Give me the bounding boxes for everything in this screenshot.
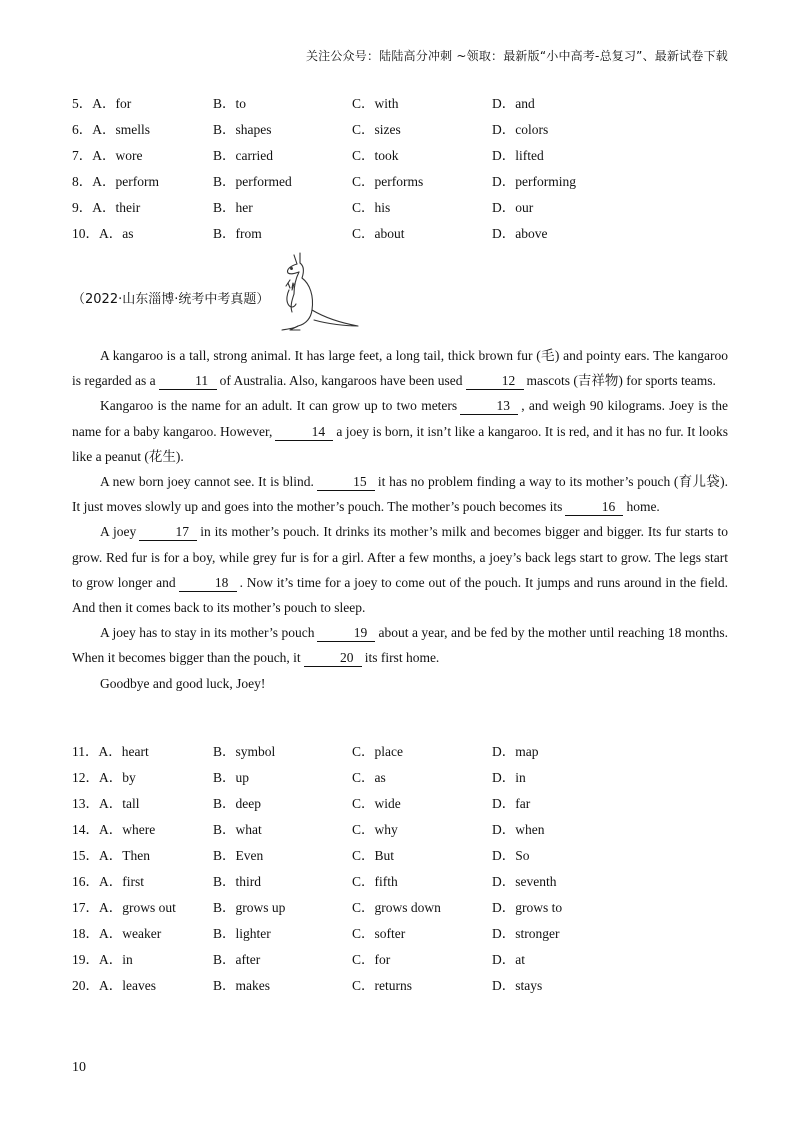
option-c: C．as (352, 770, 386, 785)
option-a: 19．A．in (72, 952, 133, 967)
blank-18: 18 (179, 575, 237, 592)
option-a: 12．A．by (72, 770, 136, 785)
page-number: 10 (72, 1060, 86, 1075)
blank-11: 11 (159, 373, 217, 390)
passage-text: it has no problem finding a way to its mother’s pouch (育儿袋). It just moves slowly up and goes into the mother’s pouch. The mother’s pouch becomes its (72, 474, 728, 515)
question-row (72, 169, 732, 195)
reading-passage (72, 343, 728, 696)
blank-14: 14 (275, 424, 333, 441)
question-row (72, 221, 732, 247)
option-d: D．above (492, 226, 548, 241)
option-a: 16．A．first (72, 874, 144, 889)
option-c: C．returns (352, 978, 412, 993)
passage-paragraph (72, 519, 728, 620)
passage-paragraph (72, 393, 728, 469)
option-a: 8．A．perform (72, 174, 159, 189)
option-c: C．for (352, 952, 391, 967)
option-c: C．place (352, 744, 403, 759)
option-d: D．performing (492, 174, 576, 189)
option-b: B．third (213, 874, 262, 889)
option-d: D．and (492, 96, 535, 111)
option-a: 17．A．grows out (72, 900, 176, 915)
passage-text: A kangaroo is a tall, strong animal. It has large feet, a long tail, thick brown fur (毛) and pointy ears. The kangaroo is regarded as a (72, 348, 728, 389)
option-b: B．lighter (213, 926, 271, 941)
option-b: B．what (213, 822, 262, 837)
blank-13: 13 (460, 398, 518, 415)
passage-paragraph (72, 620, 728, 670)
option-c: C．took (352, 148, 399, 163)
option-b: B．carried (213, 148, 273, 163)
option-c: C．his (352, 200, 391, 215)
option-a: 5．A．for (72, 96, 132, 111)
passage-text: , and weigh 90 kilograms. Joey is the name for a baby kangaroo. However, (72, 398, 728, 439)
option-a: 9．A．their (72, 200, 141, 215)
option-a: 6．A．smells (72, 122, 151, 137)
question-row (72, 791, 732, 817)
option-d: D．stronger (492, 926, 560, 941)
passage-text: home. (626, 499, 660, 515)
blank-20: 20 (304, 650, 362, 667)
options-list-5-10 (72, 91, 732, 247)
option-b: B．grows up (213, 900, 286, 915)
source-label: （2022·山东淄博·统考中考真题） (72, 292, 270, 307)
option-a: 20．A．leaves (72, 978, 156, 993)
option-d: D．So (492, 848, 530, 863)
blank-16: 16 (565, 499, 623, 516)
option-a: 18．A．weaker (72, 926, 162, 941)
passage-text: a joey is born, it isn’t like a kangaroo. It is red, and it has no fur. It looks like a peanut (花生). (72, 423, 728, 464)
option-c: C．with (352, 96, 399, 111)
question-row (72, 921, 732, 947)
option-b: B．Even (213, 848, 264, 863)
option-c: C．why (352, 822, 398, 837)
option-b: B．performed (213, 174, 292, 189)
option-b: B．to (213, 96, 247, 111)
question-row (72, 117, 732, 143)
option-d: D．when (492, 822, 545, 837)
option-d: D．far (492, 796, 531, 811)
option-b: B．deep (213, 796, 261, 811)
option-b: B．her (213, 200, 253, 215)
passage-text: in its mother’s pouch. It drinks its mother’s milk and becomes bigger and bigger. Its fur starts to grow. Red fur is for a boy, while grey fur is for a girl. After a few months, a joey’s back legs start to grow. The legs start to grow longer and (72, 524, 728, 590)
passage-text: Kangaroo is the name for an adult. It can grow up to two meters (100, 398, 458, 414)
blank-19: 19 (317, 625, 375, 642)
option-d: D．map (492, 744, 539, 759)
option-b: B．up (213, 770, 250, 785)
option-d: D．in (492, 770, 526, 785)
option-d: D．stays (492, 978, 543, 993)
option-d: D．seventh (492, 874, 557, 889)
option-b: B．symbol (213, 744, 276, 759)
option-c: C．wide (352, 796, 401, 811)
option-c: C．fifth (352, 874, 398, 889)
question-row (72, 195, 732, 221)
option-a: 13．A．tall (72, 796, 140, 811)
option-a: 10．A．as (72, 226, 134, 241)
passage-text: about a year, and be fed by the mother until reaching 18 months. When it becomes bigger than the pouch, it (72, 625, 729, 666)
option-b: B．makes (213, 978, 270, 993)
question-row (72, 143, 732, 169)
passage-text: A joey (100, 524, 137, 540)
kangaroo-icon (276, 250, 366, 336)
question-row (72, 843, 732, 869)
option-c: C．sizes (352, 122, 401, 137)
passage-text: mascots (吉祥物) for sports teams. (526, 373, 716, 389)
option-c: C．about (352, 226, 405, 241)
passage-closing: Goodbye and good luck, Joey! (100, 675, 266, 691)
option-c: C．performs (352, 174, 424, 189)
option-a: 15．A．Then (72, 848, 150, 863)
question-row (72, 817, 732, 843)
option-d: D．at (492, 952, 525, 967)
passage-text: A joey has to stay in its mother’s pouch (100, 625, 315, 641)
blank-12: 12 (466, 373, 524, 390)
blank-17: 17 (139, 524, 197, 541)
passage-text: its first home. (364, 650, 440, 666)
option-d: D．colors (492, 122, 549, 137)
question-row (72, 895, 732, 921)
passage-text: A new born joey cannot see. It is blind. (100, 474, 314, 490)
option-d: D．grows to (492, 900, 563, 915)
passage-text: . Now it’s time for a joey to come out of the pouch. It jumps and runs around in the field. And then it comes back to its mother’s pouch to sleep. (72, 574, 728, 616)
option-a: 14．A．where (72, 822, 156, 837)
page-header: 关注公众号：陆陆高分冲刺 ~领取：最新版“小中高考-总复习”、最新试卷下载 (305, 49, 728, 63)
passage-paragraph (72, 343, 728, 393)
option-c: C．softer (352, 926, 406, 941)
question-row (72, 739, 732, 765)
options-list-11-20 (72, 739, 732, 999)
option-a: 11．A．heart (72, 744, 149, 759)
question-row (72, 973, 732, 999)
option-b: B．shapes (213, 122, 272, 137)
option-c: C．But (352, 848, 395, 863)
question-row (72, 91, 732, 117)
question-row (72, 947, 732, 973)
option-d: D．lifted (492, 148, 544, 163)
passage-paragraph (72, 469, 728, 519)
option-a: 7．A．wore (72, 148, 143, 163)
option-b: B．from (213, 226, 262, 241)
option-b: B．after (213, 952, 261, 967)
option-d: D．our (492, 200, 534, 215)
question-row (72, 765, 732, 791)
question-row (72, 869, 732, 895)
passage-text: of Australia. Also, kangaroos have been used (219, 373, 463, 389)
option-c: C．grows down (352, 900, 441, 915)
blank-15: 15 (317, 474, 375, 491)
